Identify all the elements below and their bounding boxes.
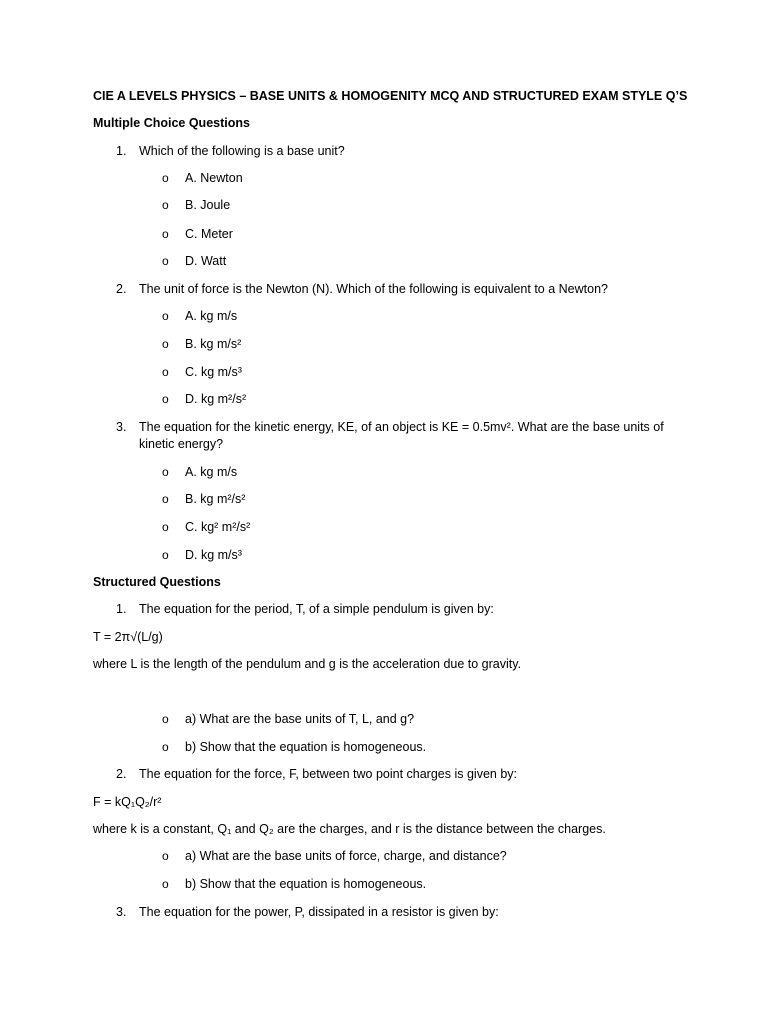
option: A. kg m/s	[185, 465, 238, 479]
bullet-icon: o	[162, 520, 169, 534]
question-number: 2.	[116, 767, 127, 781]
part: b) Show that the equation is homogeneous.	[185, 740, 427, 754]
option: D. kg m²/s²	[185, 392, 247, 406]
bullet-icon: o	[162, 392, 169, 406]
bullet-icon: o	[162, 877, 169, 891]
equation: T = 2π√(L/g)	[93, 630, 163, 644]
equation: F = kQ₁Q₂/r²	[93, 795, 162, 809]
option: B. kg m²/s²	[185, 492, 246, 506]
structured-heading: Structured Questions	[93, 575, 221, 589]
document-title: CIE A LEVELS PHYSICS – BASE UNITS & HOMOGENITY MCQ AND STRUCTURED EXAM STYLE Q’S	[93, 89, 688, 103]
bullet-icon: o	[162, 712, 169, 726]
question-text: Which of the following is a base unit?	[139, 144, 345, 158]
option: B. kg m/s²	[185, 337, 242, 351]
question-text: The equation for the power, P, dissipated in a resistor is given by:	[139, 905, 499, 919]
question-number: 3.	[116, 420, 127, 434]
bullet-icon: o	[162, 365, 169, 379]
option: C. kg² m²/s²	[185, 520, 251, 534]
where-text: where k is a constant, Q₁ and Q₂ are the charges, and r is the distance between the charges.	[93, 822, 606, 836]
bullet-icon: o	[162, 548, 169, 562]
question-text: The unit of force is the Newton (N). Which of the following is equivalent to a Newton?	[139, 282, 608, 296]
bullet-icon: o	[162, 849, 169, 863]
mcq-heading: Multiple Choice Questions	[93, 116, 250, 130]
bullet-icon: o	[162, 254, 169, 268]
question-text: The equation for the force, F, between two point charges is given by:	[139, 767, 517, 781]
part: a) What are the base units of T, L, and g?	[185, 712, 415, 726]
part: b) Show that the equation is homogeneous.	[185, 877, 427, 891]
option: B. Joule	[185, 198, 231, 212]
option: D. Watt	[185, 254, 227, 268]
bullet-icon: o	[162, 337, 169, 351]
part: a) What are the base units of force, charge, and distance?	[185, 849, 507, 863]
question-number: 3.	[116, 905, 127, 919]
question-number: 2.	[116, 282, 127, 296]
option: A. Newton	[185, 171, 243, 185]
option: A. kg m/s	[185, 309, 238, 323]
option: C. kg m/s³	[185, 365, 242, 379]
bullet-icon: o	[162, 171, 169, 185]
bullet-icon: o	[162, 309, 169, 323]
bullet-icon: o	[162, 198, 169, 212]
question-number: 1.	[116, 144, 127, 158]
bullet-icon: o	[162, 740, 169, 754]
option: D. kg m/s³	[185, 548, 242, 562]
question-text: The equation for the period, T, of a simple pendulum is given by:	[139, 602, 494, 616]
bullet-icon: o	[162, 465, 169, 479]
where-text: where L is the length of the pendulum and g is the acceleration due to gravity.	[93, 657, 522, 671]
question-number: 1.	[116, 602, 127, 616]
question-text: The equation for the kinetic energy, KE, of an object is KE = 0.5mv². What are the base units of kinetic energy?	[139, 420, 664, 451]
bullet-icon: o	[162, 492, 169, 506]
bullet-icon: o	[162, 227, 169, 241]
option: C. Meter	[185, 227, 233, 241]
